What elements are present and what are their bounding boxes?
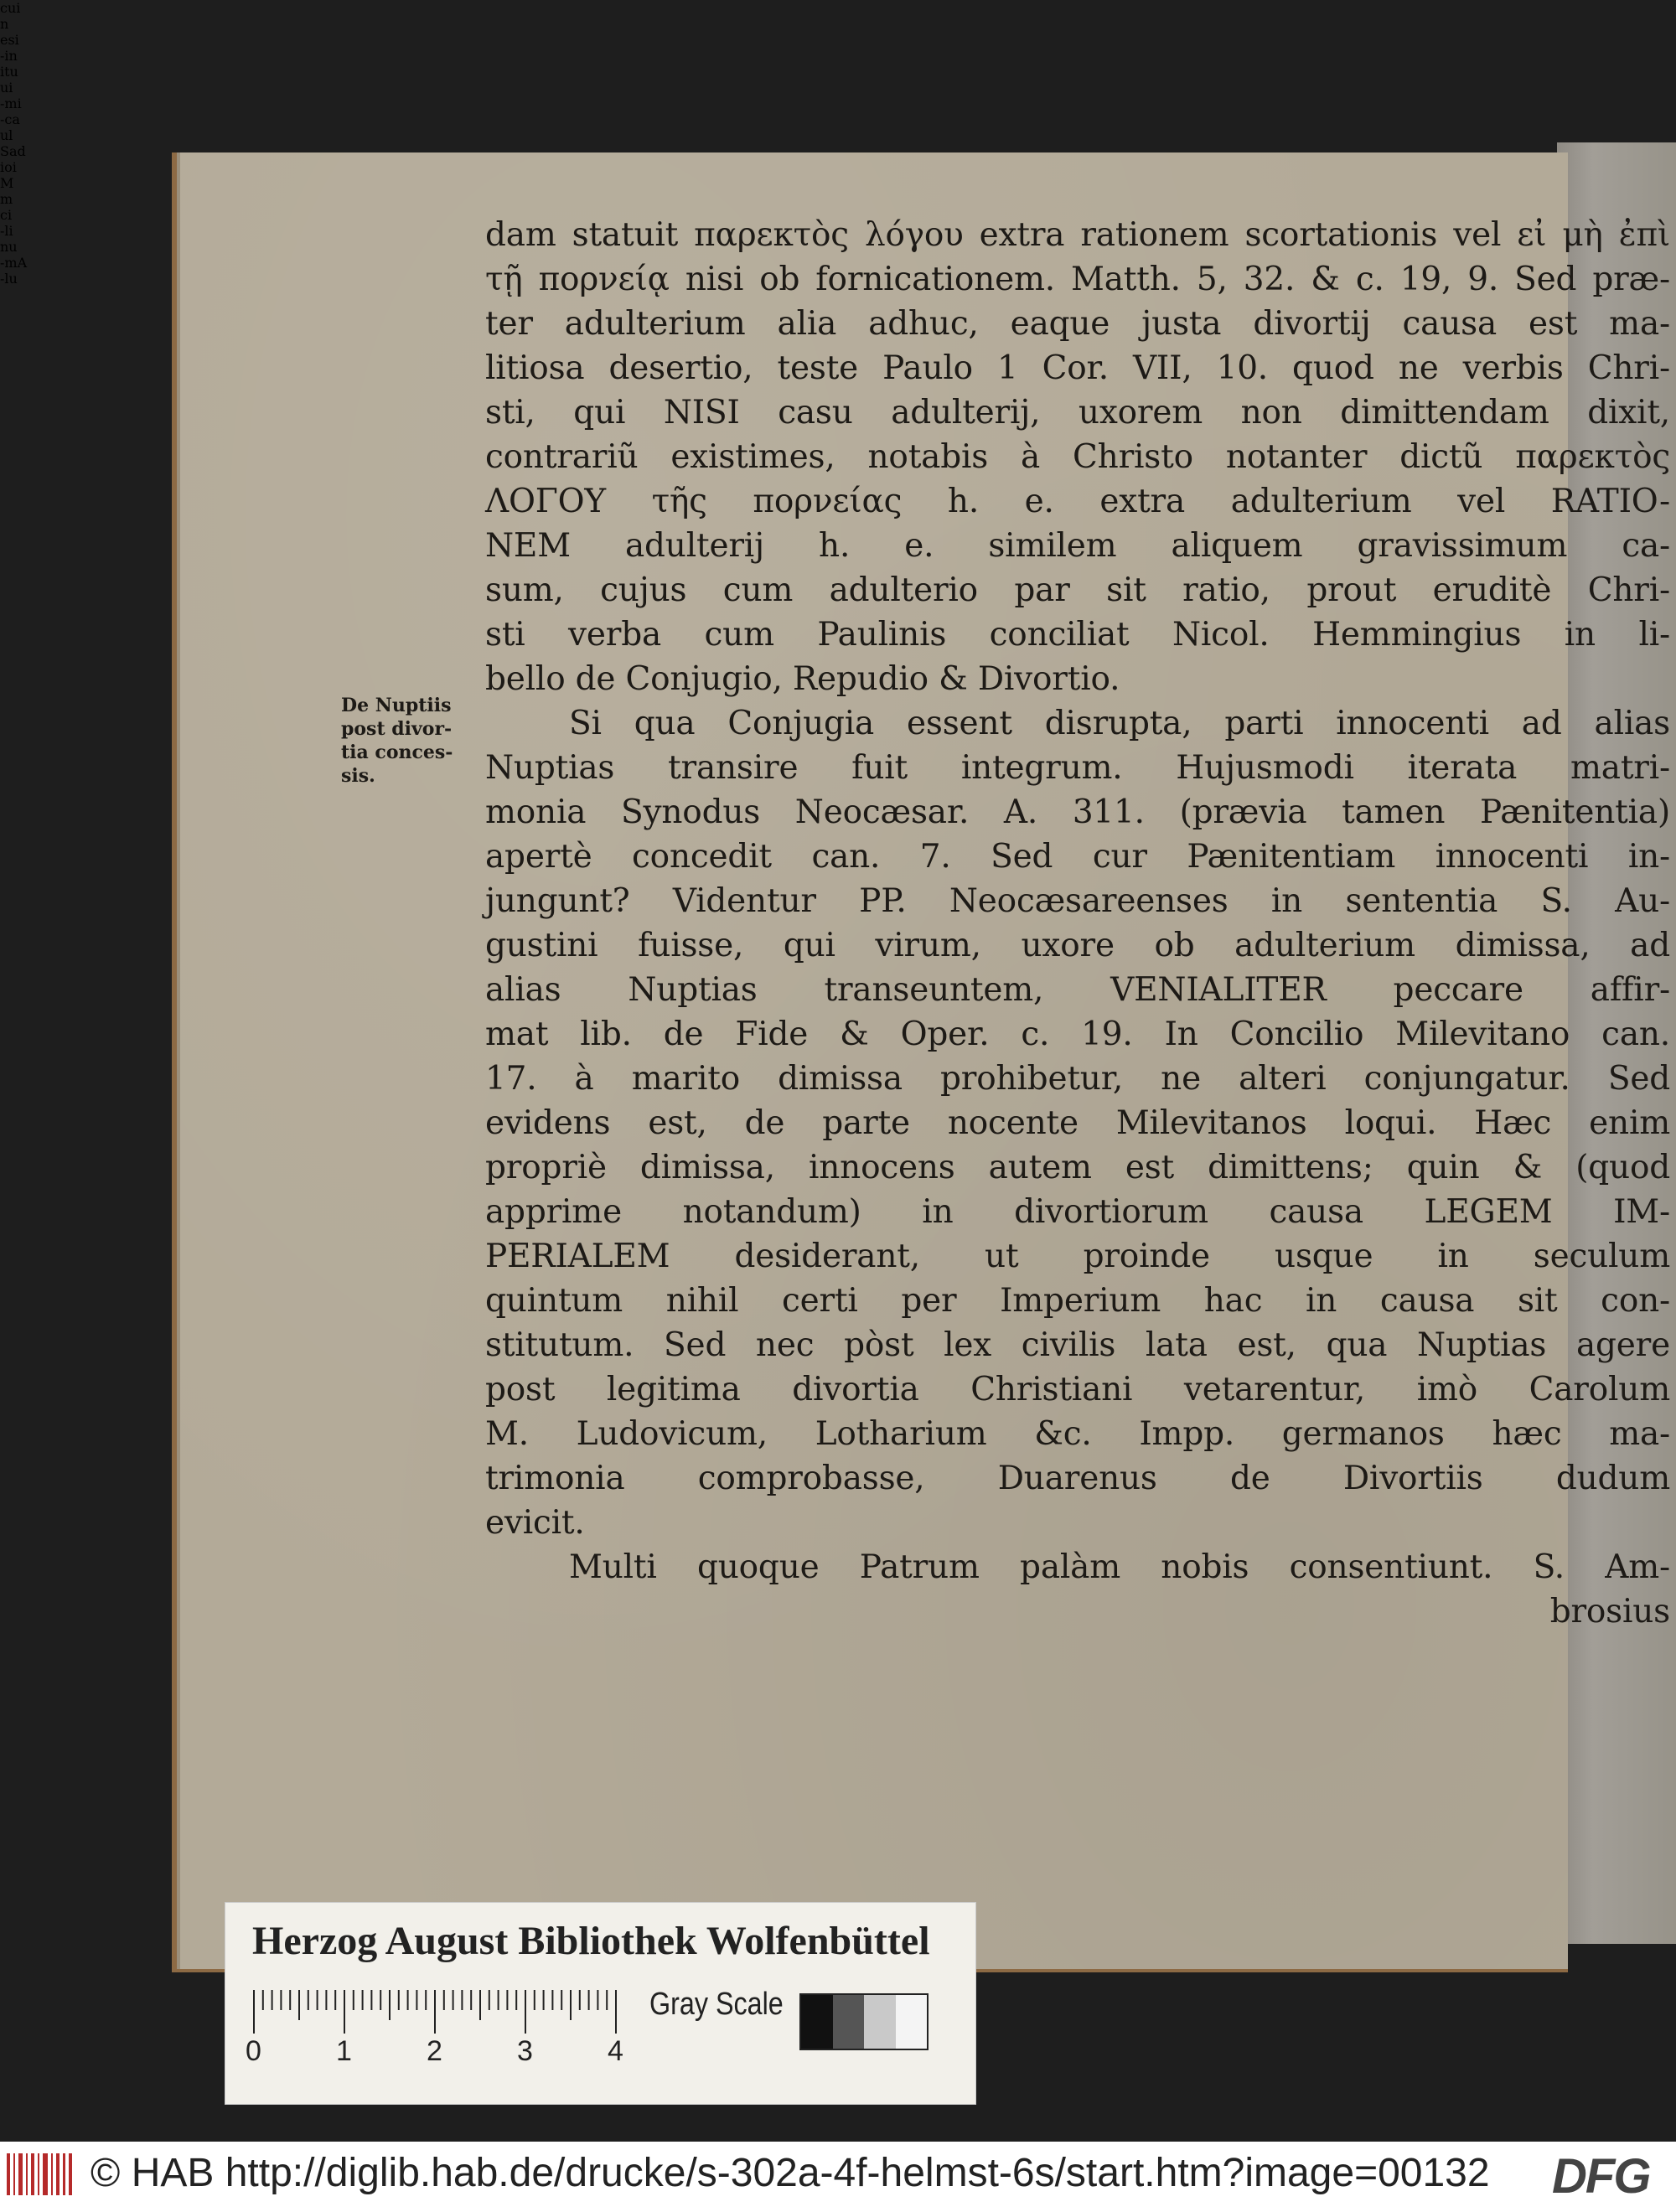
- text-line: monia Synodus Neocæsar. A. 311. (prævia tamen Pænitentia): [485, 793, 1670, 831]
- footer-bar: [0, 2142, 1676, 2212]
- adjacent-page-fragment: ci: [0, 207, 13, 223]
- gray-swatch: [864, 1995, 896, 2049]
- measurement-ruler: [246, 1987, 628, 2067]
- adjacent-page-fragment: -mA: [0, 255, 28, 271]
- text-line: post legitima divortia Christiani vetarentur, imò Carolum: [485, 1371, 1670, 1408]
- ruler-number: 2: [427, 2035, 442, 2067]
- text-line: Nuptias transire fuit integrum. Hujusmodi iterata matri-: [485, 749, 1670, 787]
- adjacent-page-fragment: -li: [0, 223, 13, 239]
- text-line: stitutum. Sed nec pòst lex civilis lata est, qua Nuptias agere: [485, 1326, 1670, 1364]
- text-line: mat lib. de Fide & Oper. c. 19. In Concilio Milevitano can.: [485, 1016, 1670, 1053]
- marginal-note: [341, 694, 484, 788]
- library-name: Herzog August Bibliothek Wolfenbüttel: [252, 1919, 930, 1963]
- text-line: NEM adulterij h. e. similem aliquem gravissimum ca-: [485, 527, 1670, 565]
- text-line: gustini fuisse, qui virum, uxore ob adulterium dimissa, ad: [485, 927, 1670, 964]
- dfg-logo: DFG: [1552, 2149, 1650, 2204]
- ruler-number: 0: [246, 2035, 261, 2067]
- text-line: sti, qui NISI casu adulterij, uxorem non dimittendam dixit,: [485, 394, 1670, 432]
- text-line: evidens est, de parte nocente Milevitanos loqui. Hæc enim: [485, 1104, 1670, 1142]
- adjacent-page-fragment: -mi: [0, 96, 22, 111]
- adjacent-page-fragment: Sad: [0, 143, 26, 159]
- text-line: ter adulterium alia adhuc, eaque justa divortij causa est ma-: [485, 305, 1670, 343]
- adjacent-page-fragment: ui: [0, 80, 13, 96]
- adjacent-page-fragment: -in: [0, 48, 18, 64]
- text-line: dam statuit παρεκτὸς λόγου extra rationem scortationis vel εἰ μὴ ἐπὶ: [485, 216, 1670, 254]
- text-line: Si qua Conjugia essent disrupta, parti innocenti ad alias: [569, 705, 1670, 742]
- adjacent-page-fragment: cui: [0, 0, 21, 16]
- adjacent-page-fragment: ul: [0, 127, 13, 143]
- body-text: [485, 213, 1670, 1634]
- barcode-icon: [7, 2153, 74, 2195]
- text-line: apprime notandum) in divortiorum causa LEGEM IM-: [485, 1193, 1670, 1231]
- book-page: [172, 152, 1670, 1972]
- text-line: alias Nuptias transeuntem, VENIALITER peccare affir-: [485, 971, 1670, 1009]
- text-line: bello de Conjugio, Repudio & Divortio.: [485, 660, 1120, 698]
- marginal-note-line: tia conces-: [341, 742, 453, 763]
- adjacent-page-fragment: itu: [0, 64, 18, 80]
- gray-scale-label: Gray Scale: [649, 1987, 784, 2022]
- text-line: propriè dimissa, innocens autem est dimittens; quin & (quod: [485, 1149, 1670, 1186]
- ruler-number: 4: [608, 2035, 623, 2067]
- ruler-number: 3: [517, 2035, 533, 2067]
- adjacent-page-fragment: n: [0, 16, 9, 32]
- text-line: sum, cujus cum adulterio par sit ratio, prout eruditè Chri-: [485, 571, 1670, 609]
- text-line: jungunt? Videntur PP. Neocæsareenses in sententia S. Au-: [485, 882, 1670, 920]
- text-line: τῇ πορνείᾳ nisi ob fornicationem. Matth. 5, 32. & c. 19, 9. Sed præ-: [485, 261, 1670, 298]
- adjacent-page-fragment: M: [0, 175, 14, 191]
- adjacent-page-fragment: ioi: [0, 159, 17, 175]
- text-line: M. Ludovicum, Lotharium &c. Impp. germanos hæc ma-: [485, 1415, 1670, 1453]
- text-line: trimonia comprobasse, Duarenus de Divortiis dudum: [485, 1460, 1670, 1497]
- text-line: 17. à marito dimissa prohibetur, ne alteri conjungatur. Sed: [485, 1060, 1670, 1098]
- library-scale-card: [225, 1902, 976, 2105]
- adjacent-page-fragment: nu: [0, 239, 18, 255]
- gray-swatch: [896, 1995, 928, 2049]
- text-line: ΛΟΓΟΥ τῆς πορνείας h. e. extra adulterium vel RATIO-: [485, 483, 1670, 520]
- adjacent-page-fragment: m: [0, 191, 13, 207]
- text-line: litiosa desertio, teste Paulo 1 Cor. VII, 10. quod ne verbis Chri-: [485, 349, 1670, 387]
- gray-swatch: [833, 1995, 865, 2049]
- gray-swatch: [801, 1995, 833, 2049]
- text-line: apertè concedit can. 7. Sed cur Pænitentiam innocenti in-: [485, 838, 1670, 876]
- text-line: quintum nihil certi per Imperium hac in causa sit con-: [485, 1282, 1670, 1320]
- text-line: sti verba cum Paulinis conciliat Nicol. Hemmingius in li-: [485, 616, 1670, 654]
- catchword: brosius: [1549, 1593, 1670, 1631]
- text-line: Multi quoque Patrum palàm nobis consentiunt. S. Am-: [569, 1548, 1670, 1586]
- adjacent-page-fragment: esi: [0, 32, 19, 48]
- ruler-number: 1: [336, 2035, 352, 2067]
- marginal-note-line: post divor-: [341, 718, 453, 740]
- marginal-note-line: sis.: [341, 765, 375, 787]
- marginal-note-line: De Nuptiis: [341, 695, 452, 716]
- text-line: PERIALEM desiderant, ut proinde usque in seculum: [485, 1238, 1670, 1275]
- adjacent-page-fragment: -ca: [0, 111, 20, 127]
- gray-scale-bar: [799, 1993, 929, 2050]
- text-line: evicit.: [485, 1504, 585, 1542]
- source-url-text: © HAB http://diglib.hab.de/drucke/s-302a-4f-helmst-6s/start.htm?image=00132: [91, 2151, 1490, 2195]
- adjacent-page-fragment: -lu: [0, 271, 18, 287]
- text-line: contrariũ existimes, notabis à Christo notanter dictũ παρεκτὸς: [485, 438, 1670, 476]
